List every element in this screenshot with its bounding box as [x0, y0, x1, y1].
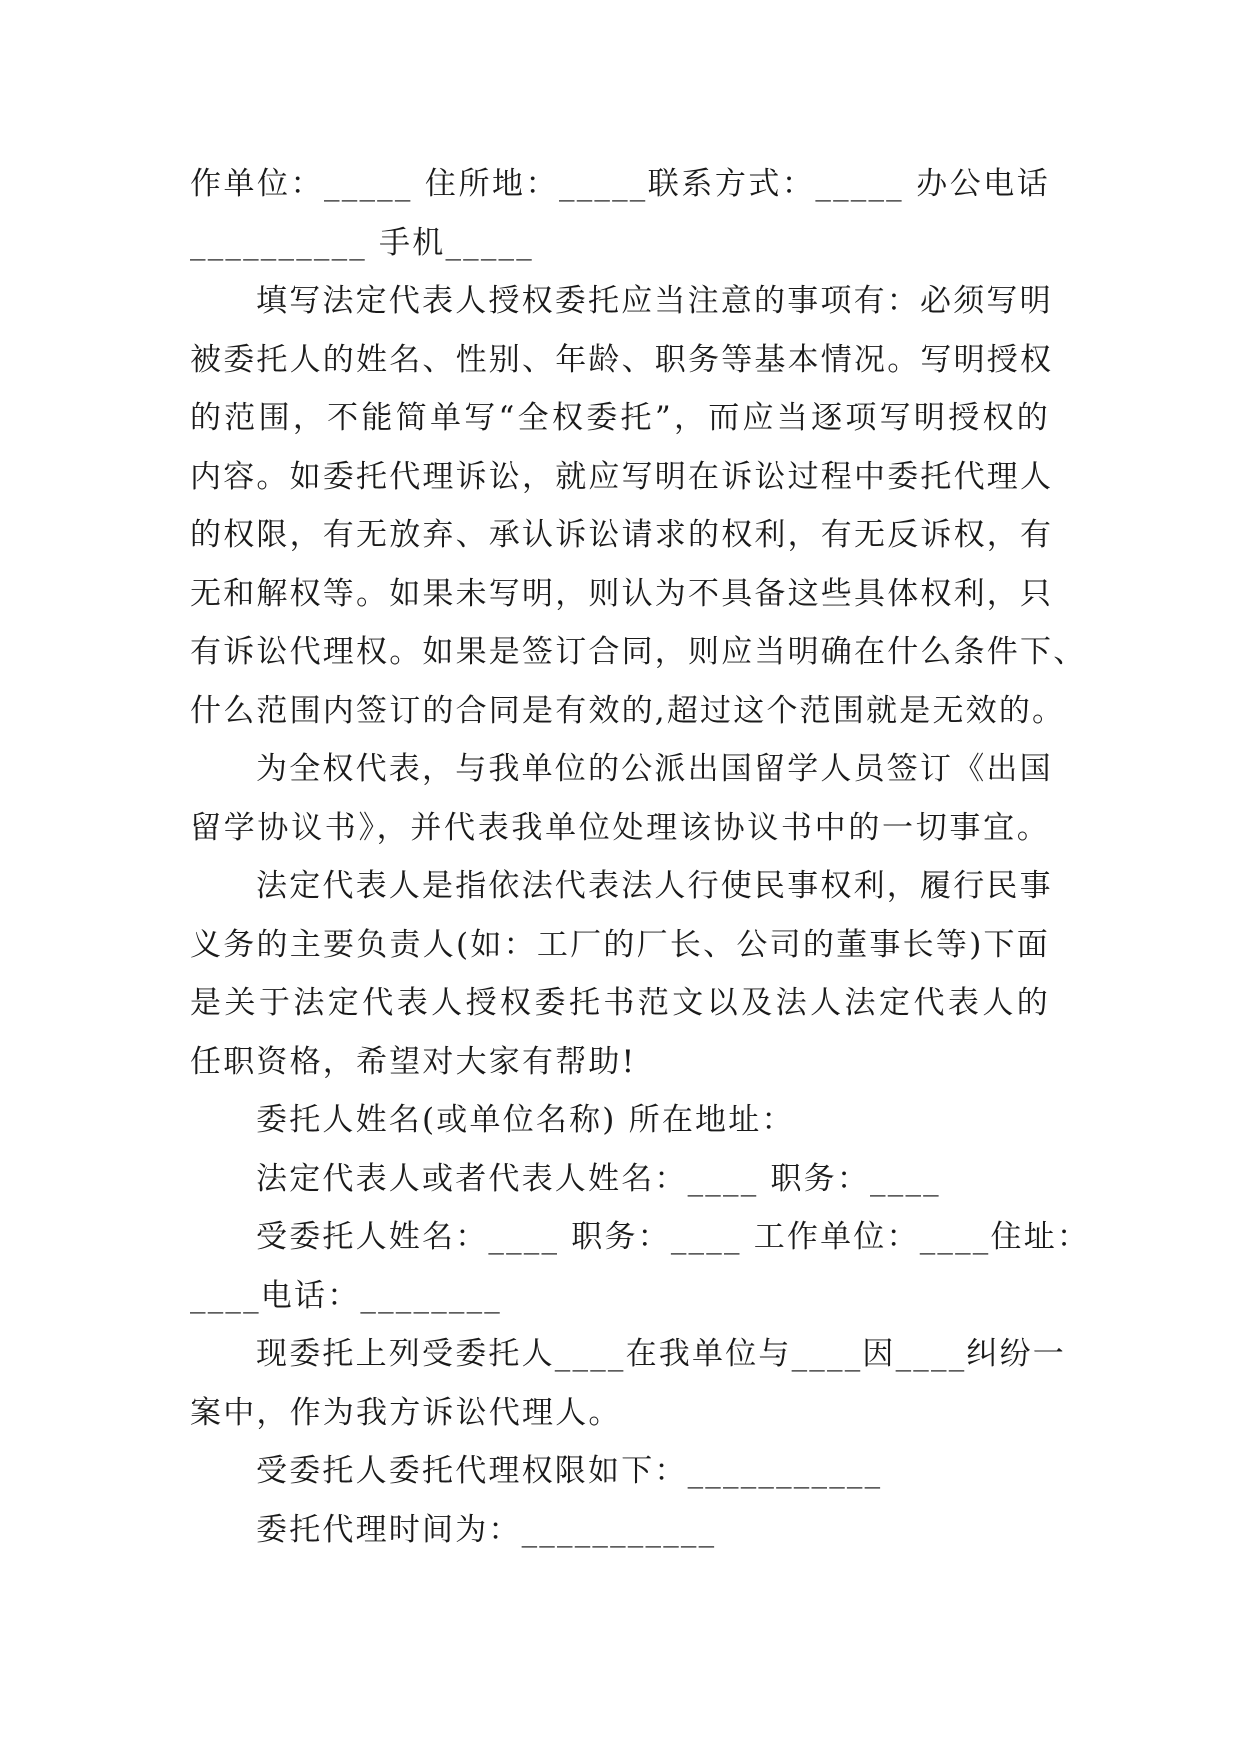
- paragraph-first-line: 法定代表人是指依法代表法人行使民事权利，履行民事: [256, 868, 1053, 904]
- text-line: 义务的主要负责人(如：工厂的厂长、公司的董事长等)下面: [190, 926, 1050, 963]
- text-line: 的范围，不能简单写“全权委托”，而应当逐项写明授权的: [190, 400, 1050, 436]
- text-line: 留学协议书》，并代表我单位处理该协议书中的一切事宜。: [190, 809, 1050, 846]
- text-line: __________ 手机_____: [190, 224, 534, 261]
- paragraph-first-line: 受委托人姓名：____ 职务：____ 工作单位：____住址：: [256, 1219, 1091, 1255]
- paragraph-first-line: 为全权代表，与我单位的公派出国留学人员签订《出国: [256, 751, 1053, 787]
- text-line: 无和解权等。如果未写明，则认为不具备这些具体权利，只: [190, 575, 1054, 612]
- paragraph-first-line: 委托人姓名(或单位名称) 所在地址：: [256, 1102, 795, 1138]
- text-line: 是关于法定代表人授权委托书范文以及法人法定代表人的: [190, 985, 1050, 1021]
- text-line: 有诉讼代理权。如果是签订合同，则应当明确在什么条件下、: [190, 634, 1087, 670]
- text-line: 什么范围内签订的合同是有效的,超过这个范围就是无效的。: [190, 692, 1066, 729]
- paragraph-first-line: 现委托上列受委托人____在我单位与____因____纠纷一: [256, 1336, 1066, 1372]
- text-line: ____电话：________: [190, 1277, 502, 1314]
- paragraph-first-line: 法定代表人或者代表人姓名：____ 职务：____: [256, 1160, 941, 1197]
- text-line: 作单位：_____ 住所地：_____联系方式：_____ 办公电话: [190, 166, 1050, 202]
- paragraph-first-line: 受委托人委托代理权限如下：___________: [256, 1453, 883, 1489]
- paragraph-first-line: 委托代理时间为：___________: [256, 1511, 717, 1548]
- text-line: 任职资格，希望对大家有帮助!: [190, 1043, 637, 1080]
- text-line: 案中，作为我方诉讼代理人。: [190, 1394, 622, 1431]
- text-line: 的权限，有无放弃、承认诉讼请求的权利，有无反诉权，有: [190, 517, 1054, 553]
- paragraph-first-line: 填写法定代表人授权委托应当注意的事项有：必须写明: [256, 283, 1053, 319]
- text-line: 被委托人的姓名、性别、年龄、职务等基本情况。写明授权: [190, 341, 1054, 378]
- text-line: 内容。如委托代理诉讼，就应写明在诉讼过程中委托代理人: [190, 458, 1054, 495]
- document-body: [190, 155, 1091, 1559]
